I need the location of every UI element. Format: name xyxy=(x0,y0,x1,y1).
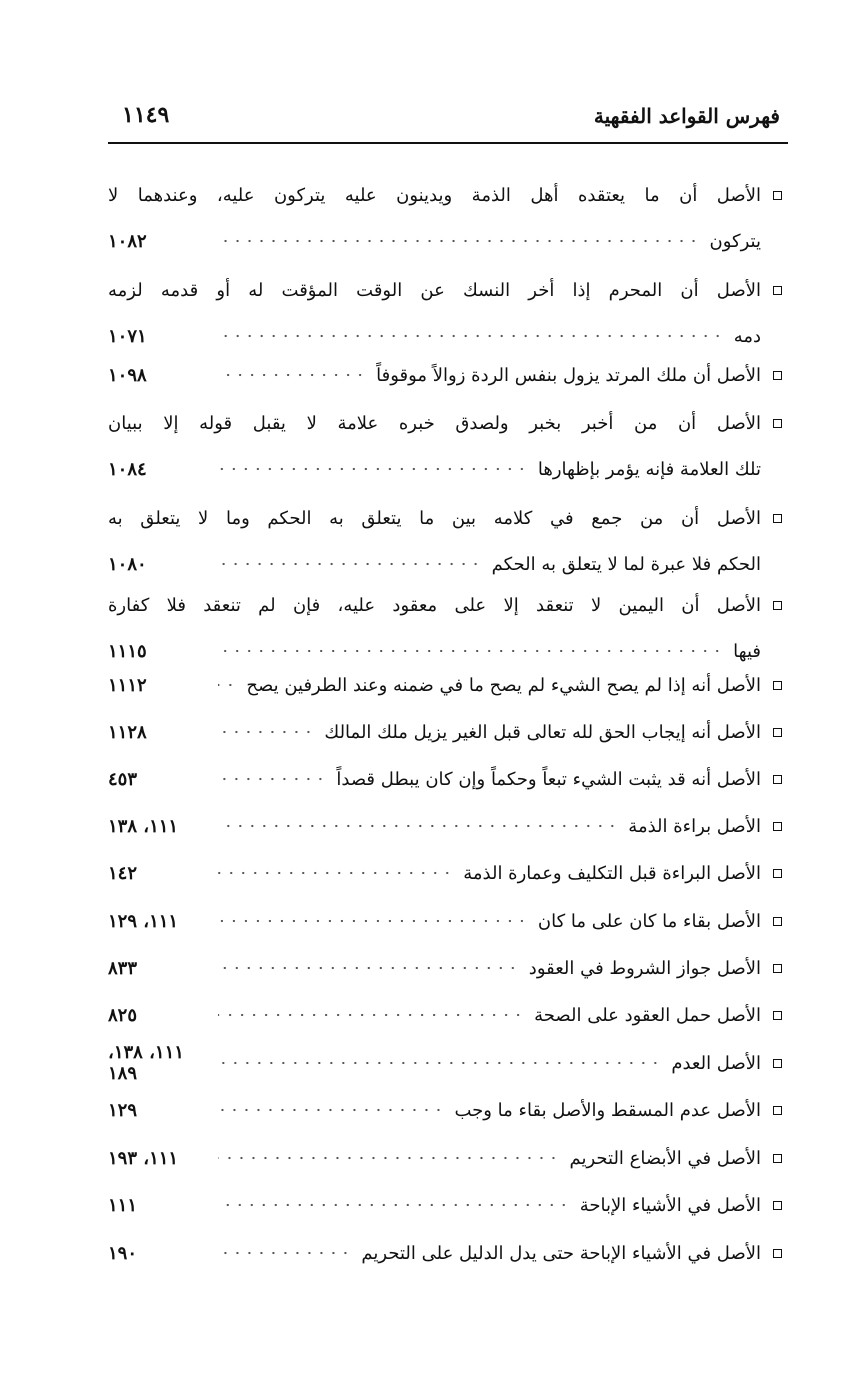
entry-text: الأصل أنه قد يثبت الشيء تبعاً وحكماً وإن كان يبطل قصداً xyxy=(336,768,761,790)
dot-leader xyxy=(218,676,236,694)
dot-leader xyxy=(218,1196,570,1214)
entry-page-numbers: ٨٣٣ xyxy=(108,957,138,979)
entry-line xyxy=(108,544,788,584)
entry-text: فيها xyxy=(733,640,761,662)
dot-leader xyxy=(218,817,618,835)
square-bullet-icon xyxy=(773,514,782,523)
entry-text: الأصل في الأشياء الإباحة xyxy=(579,1194,761,1216)
entry-text: الأصل جواز الشروط في العقود xyxy=(528,957,761,979)
entry-line xyxy=(108,948,788,988)
entry-line xyxy=(108,175,788,215)
square-bullet-icon xyxy=(773,371,782,380)
square-bullet-icon xyxy=(773,1011,782,1020)
entry-page-numbers: ١٢٩ xyxy=(108,1099,138,1121)
entry-text: الأصل عدم المسقط والأصل بقاء ما وجب xyxy=(454,1099,761,1121)
entry-text: الأصل أن من أخبر بخبر ولصدق خبره علامة لا يقبل قوله إلا ببيان xyxy=(108,412,761,434)
entry-page-numbers: ١٠٩٨ xyxy=(108,364,147,386)
entry-page-numbers: ١١١٥ xyxy=(108,640,147,662)
entry-line xyxy=(108,1090,788,1130)
square-bullet-icon xyxy=(773,1201,782,1210)
dot-leader xyxy=(218,959,519,977)
entry-line xyxy=(108,1233,788,1273)
entry-text: الأصل براءة الذمة xyxy=(628,815,761,837)
entry-line xyxy=(108,403,788,443)
entry-text: دمه xyxy=(733,325,761,347)
square-bullet-icon xyxy=(773,869,782,878)
entry-text: الأصل أن اليمين لا تنعقد إلا على معقود عليه، فإن لم تنعقد فلا كفارة xyxy=(108,594,761,616)
entry-text: الحكم فلا عبرة لما لا يتعلق به الحكم xyxy=(491,553,761,575)
square-bullet-icon xyxy=(773,1059,782,1068)
dot-leader xyxy=(218,1244,351,1262)
entry-text: الأصل أنه إذا لم يصح الشيء لم يصح ما في ضمنه وعند الطرفين يصح xyxy=(246,674,761,696)
entry-text: الأصل أن ملك المرتد يزول بنفس الردة زوالاً موقوفاً xyxy=(376,364,761,386)
entry-line xyxy=(108,316,788,356)
entry-text: الأصل أن المحرم إذا أخر النسك عن الوقت المؤقت له أو قدمه لزمه xyxy=(108,279,761,301)
square-bullet-icon xyxy=(773,601,782,610)
entry-line xyxy=(108,355,788,395)
entry-text: الأصل العدم xyxy=(671,1052,761,1074)
entry-line xyxy=(108,665,788,705)
entry-line xyxy=(108,1185,788,1225)
dot-leader xyxy=(218,642,723,660)
entry-text: الأصل في الأشياء الإباحة حتى يدل الدليل على التحريم xyxy=(361,1242,761,1264)
entry-line xyxy=(108,806,788,846)
entry-text: الأصل أن ما يعتقده أهل الذمة ويدينون عليه يتركون عليه، وعندهما لا xyxy=(108,184,761,206)
entry-text: الأصل حمل العقود على الصحة xyxy=(534,1004,761,1026)
entry-text: تلك العلامة فإنه يؤمر بإظهارها xyxy=(537,458,761,480)
square-bullet-icon xyxy=(773,728,782,737)
entry-line xyxy=(108,1138,788,1178)
entry-page-numbers: ١٤٢ xyxy=(108,862,138,884)
square-bullet-icon xyxy=(773,964,782,973)
entry-page-numbers: ١١١٢ xyxy=(108,674,147,696)
square-bullet-icon xyxy=(773,775,782,784)
square-bullet-icon xyxy=(773,681,782,690)
dot-leader xyxy=(218,460,528,478)
entry-line xyxy=(108,498,788,538)
square-bullet-icon xyxy=(773,419,782,428)
entry-page-numbers: ١٠٨٠ xyxy=(108,553,147,575)
page-header xyxy=(108,96,788,144)
entry-line xyxy=(108,853,788,893)
entry-line xyxy=(108,995,788,1035)
entry-line xyxy=(108,585,788,625)
entry-page-numbers: ١٠٧١ xyxy=(108,325,147,347)
dot-leader xyxy=(218,327,724,345)
entry-page-numbers: ٤٥٣ xyxy=(108,768,138,790)
entry-text: الأصل بقاء ما كان على ما كان xyxy=(537,910,761,932)
entry-text: الأصل أنه إيجاب الحق لله تعالى قبل الغير يزيل ملك المالك xyxy=(324,721,761,743)
entry-page-numbers: ١١١، ١٩٣ xyxy=(108,1147,179,1169)
entry-line xyxy=(108,221,788,261)
dot-leader xyxy=(218,1101,444,1119)
square-bullet-icon xyxy=(773,286,782,295)
dot-leader xyxy=(218,864,453,882)
entry-line xyxy=(108,712,788,752)
dot-leader xyxy=(218,366,366,384)
entry-text: الأصل أن من جمع في كلامه بين ما يتعلق به الحكم وما لا يتعلق به xyxy=(108,507,761,529)
entry-text: الأصل في الأبضاع التحريم xyxy=(569,1147,761,1169)
entry-line xyxy=(108,449,788,489)
dot-leader xyxy=(218,1149,559,1167)
entry-line xyxy=(108,759,788,799)
entry-page-numbers: ٨٢٥ xyxy=(108,1004,138,1026)
entry-page-numbers: ١١١، ١٣٨، ١٨٩ xyxy=(108,1042,184,1084)
square-bullet-icon xyxy=(773,1106,782,1115)
square-bullet-icon xyxy=(773,917,782,926)
square-bullet-icon xyxy=(773,191,782,200)
square-bullet-icon xyxy=(773,1249,782,1258)
page-title: فهرس القواعد الفقهية xyxy=(593,104,780,128)
entry-page-numbers: ١١١، ١٢٩ xyxy=(108,910,179,932)
entry-page-numbers: ١٠٨٢ xyxy=(108,230,147,252)
dot-leader xyxy=(218,232,700,250)
entry-page-numbers: ١١٢٨ xyxy=(108,721,147,743)
dot-leader xyxy=(218,770,326,788)
entry-page-numbers: ١١١، ١٣٨ xyxy=(108,815,179,837)
dot-leader xyxy=(218,555,482,573)
entry-page-numbers: ١٠٨٤ xyxy=(108,458,147,480)
entry-page-numbers: ١١١ xyxy=(108,1194,138,1216)
dot-leader xyxy=(218,1054,661,1072)
entry-text: يتركون xyxy=(709,230,761,252)
entry-line xyxy=(108,1043,788,1083)
entry-line xyxy=(108,901,788,941)
page-number: ١١٤٩ xyxy=(122,102,170,128)
dot-leader xyxy=(218,912,528,930)
dot-leader xyxy=(218,723,314,741)
entry-text: الأصل البراءة قبل التكليف وعمارة الذمة xyxy=(463,862,761,884)
entry-page-numbers: ١٩٠ xyxy=(108,1242,138,1264)
square-bullet-icon xyxy=(773,1154,782,1163)
entry-line xyxy=(108,270,788,310)
dot-leader xyxy=(218,1006,524,1024)
square-bullet-icon xyxy=(773,822,782,831)
